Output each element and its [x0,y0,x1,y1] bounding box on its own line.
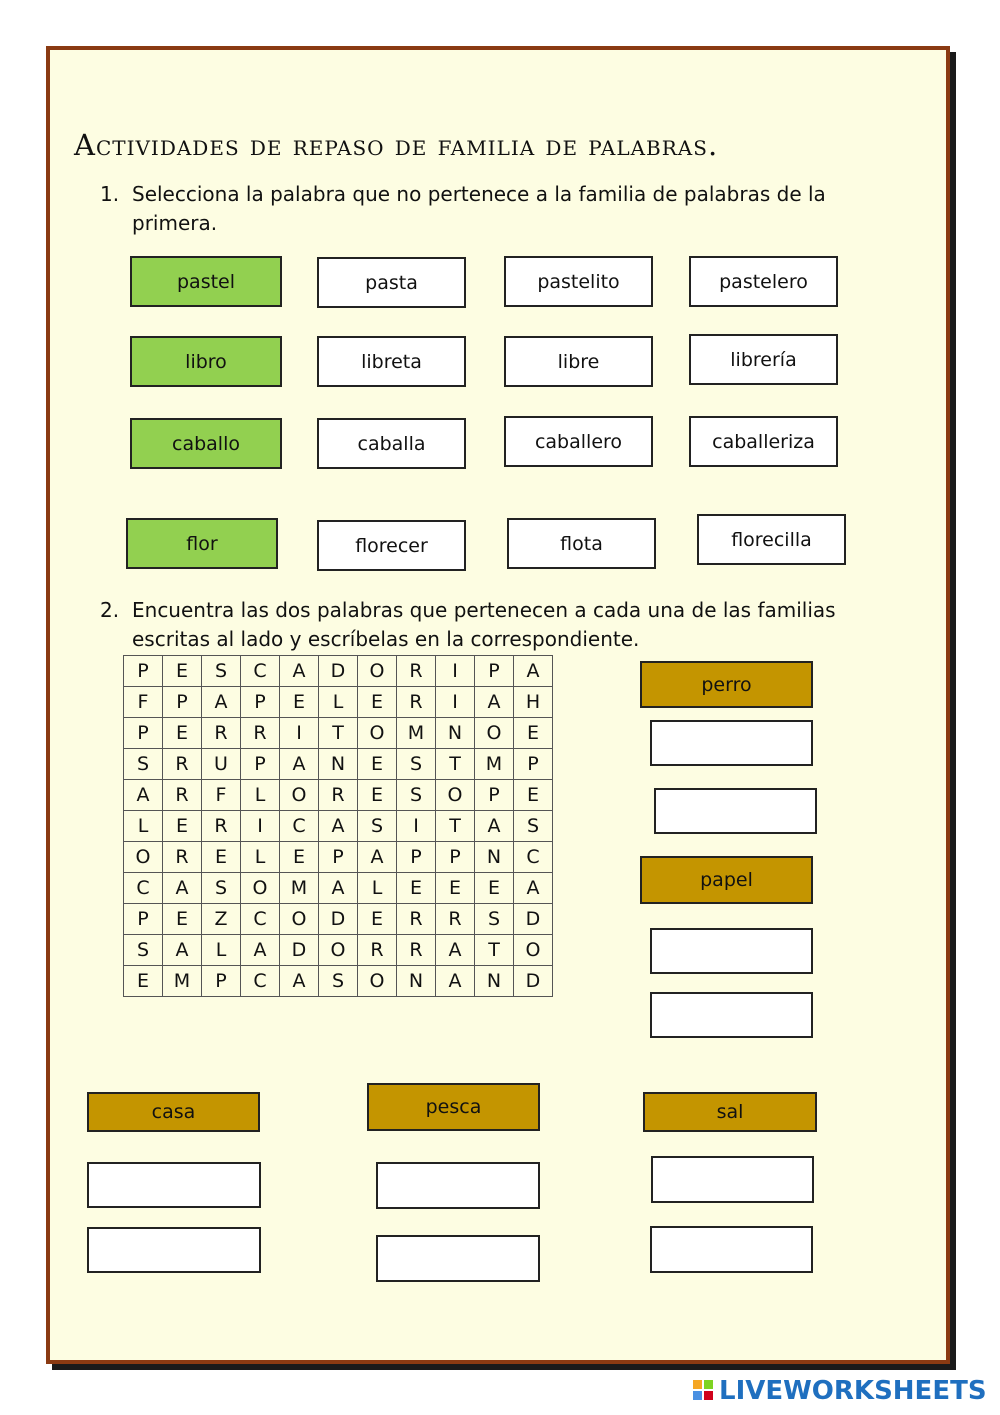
grid-row [124,718,553,749]
grid-cell: E [436,873,475,904]
grid-cell: A [319,811,358,842]
word-option[interactable]: libreta [317,336,466,387]
word-option[interactable]: florecer [317,520,466,571]
grid-cell: P [436,842,475,873]
answer-input[interactable] [87,1162,261,1208]
grid-cell: E [358,780,397,811]
grid-cell: R [319,780,358,811]
word-option[interactable]: flor [126,518,278,569]
question-text: Encuentra las dos palabras que pertenecen a cada una de las familias escritas al lado y escríbelas en la correspondiente. [132,598,836,651]
grid-cell: O [280,904,319,935]
grid-cell: A [163,873,202,904]
grid-cell: C [280,811,319,842]
grid-cell: D [280,935,319,966]
liveworksheets-logo-icon [693,1380,715,1402]
word-search-grid [123,655,553,997]
grid-cell: E [163,811,202,842]
grid-cell: S [475,904,514,935]
grid-cell: S [202,873,241,904]
grid-cell: R [397,656,436,687]
grid-cell: A [475,687,514,718]
word-option[interactable]: pastelero [689,256,838,307]
grid-cell: R [397,687,436,718]
grid-cell: A [124,780,163,811]
grid-row [124,687,553,718]
grid-cell: C [241,656,280,687]
grid-cell: M [163,966,202,997]
grid-cell: R [397,935,436,966]
grid-cell: N [436,718,475,749]
grid-cell: S [124,749,163,780]
answer-input[interactable] [650,992,813,1038]
grid-cell: M [280,873,319,904]
word-option[interactable]: librería [689,334,838,385]
grid-cell: E [475,873,514,904]
grid-row [124,935,553,966]
grid-cell: I [436,687,475,718]
word-option[interactable]: caballeriza [689,416,838,467]
grid-cell: N [475,842,514,873]
grid-cell: A [514,656,553,687]
grid-cell: D [319,656,358,687]
word-option[interactable]: caballero [504,416,653,467]
word-option[interactable]: caballa [317,418,466,469]
grid-cell: H [514,687,553,718]
family-label-pesca: pesca [367,1083,540,1131]
grid-cell: S [514,811,553,842]
answer-input[interactable] [650,720,813,766]
grid-cell: O [358,966,397,997]
grid-cell: E [280,842,319,873]
word-option[interactable]: caballo [130,418,282,469]
grid-cell: P [241,749,280,780]
grid-cell: D [514,904,553,935]
family-label-sal: sal [643,1092,817,1132]
grid-cell: S [124,935,163,966]
grid-row [124,904,553,935]
grid-cell: N [397,966,436,997]
grid-cell: P [124,718,163,749]
grid-cell: L [124,811,163,842]
grid-cell: R [163,842,202,873]
grid-cell: A [319,873,358,904]
grid-cell: O [358,656,397,687]
grid-cell: E [202,842,241,873]
grid-row [124,749,553,780]
grid-cell: O [514,935,553,966]
grid-cell: E [163,718,202,749]
grid-cell: S [358,811,397,842]
grid-cell: O [124,842,163,873]
word-option[interactable]: libro [130,336,282,387]
grid-row [124,966,553,997]
grid-cell: Z [202,904,241,935]
grid-cell: E [358,749,397,780]
grid-cell: A [280,966,319,997]
grid-cell: L [202,935,241,966]
grid-cell: R [202,718,241,749]
grid-cell: A [514,873,553,904]
grid-cell: C [124,873,163,904]
grid-cell: P [202,966,241,997]
grid-cell: A [241,935,280,966]
family-label-papel: papel [640,856,813,904]
brand-name: LIVEWORKSHEETS [719,1376,987,1406]
grid-cell: L [319,687,358,718]
grid-cell: P [124,904,163,935]
grid-cell: F [202,780,241,811]
grid-row [124,780,553,811]
grid-cell: A [280,749,319,780]
grid-cell: T [475,935,514,966]
grid-cell: R [241,718,280,749]
grid-row [124,873,553,904]
grid-cell: R [397,904,436,935]
grid-cell: S [397,749,436,780]
grid-cell: A [358,842,397,873]
grid-cell: I [436,656,475,687]
grid-cell: U [202,749,241,780]
answer-input[interactable] [650,1226,813,1273]
grid-cell: P [124,656,163,687]
grid-cell: L [241,842,280,873]
grid-cell: O [475,718,514,749]
grid-cell: M [475,749,514,780]
word-option[interactable]: libre [504,336,653,387]
answer-input[interactable] [376,1235,540,1282]
grid-cell: A [163,935,202,966]
question-number: 2. [100,598,120,622]
grid-cell: I [280,718,319,749]
grid-cell: E [514,718,553,749]
family-label-casa: casa [87,1092,260,1132]
question-1-instruction [100,180,890,238]
grid-cell: P [514,749,553,780]
grid-cell: L [241,780,280,811]
grid-cell: R [202,811,241,842]
grid-cell: N [475,966,514,997]
grid-cell: P [241,687,280,718]
grid-cell: R [436,904,475,935]
grid-cell: L [358,873,397,904]
grid-cell: O [436,780,475,811]
grid-cell: F [124,687,163,718]
word-option[interactable]: pasta [317,257,466,308]
grid-row [124,656,553,687]
grid-cell: P [319,842,358,873]
grid-cell: O [319,935,358,966]
grid-cell: P [475,780,514,811]
answer-input[interactable] [650,928,813,974]
question-number: 1. [100,182,120,206]
grid-cell: A [436,935,475,966]
grid-cell: A [436,966,475,997]
grid-cell: N [319,749,358,780]
answer-input[interactable] [87,1227,261,1273]
grid-cell: R [358,935,397,966]
grid-cell: C [514,842,553,873]
grid-cell: E [280,687,319,718]
grid-cell: O [358,718,397,749]
grid-cell: O [241,873,280,904]
family-label-perro: perro [640,661,813,708]
grid-cell: E [124,966,163,997]
grid-cell: D [319,904,358,935]
answer-input[interactable] [376,1162,540,1209]
grid-cell: T [319,718,358,749]
question-2-instruction [100,596,890,654]
grid-cell: S [397,780,436,811]
grid-cell: D [514,966,553,997]
grid-cell: M [397,718,436,749]
grid-cell: E [397,873,436,904]
grid-cell: R [163,749,202,780]
grid-cell: O [280,780,319,811]
grid-cell: I [397,811,436,842]
grid-cell: A [280,656,319,687]
word-option[interactable]: pastel [130,256,282,307]
grid-row [124,842,553,873]
answer-input[interactable] [654,788,817,834]
grid-cell: P [475,656,514,687]
grid-cell: S [319,966,358,997]
grid-cell: C [241,966,280,997]
grid-cell: E [163,656,202,687]
grid-cell: A [475,811,514,842]
word-option[interactable]: florecilla [697,514,846,565]
grid-cell: I [241,811,280,842]
grid-cell: E [358,904,397,935]
word-option[interactable]: pastelito [504,256,653,307]
grid-cell: R [163,780,202,811]
grid-cell: A [202,687,241,718]
grid-cell: P [397,842,436,873]
grid-row [124,811,553,842]
grid-cell: E [358,687,397,718]
grid-cell: E [514,780,553,811]
grid-cell: C [241,904,280,935]
page-title: Actividades de repaso de familia de palabras. [74,128,719,162]
liveworksheets-logo [693,1373,987,1409]
grid-cell: S [202,656,241,687]
grid-cell: E [163,904,202,935]
grid-cell: T [436,749,475,780]
word-option[interactable]: flota [507,518,656,569]
grid-cell: P [163,687,202,718]
grid-cell: T [436,811,475,842]
answer-input[interactable] [651,1156,814,1203]
question-text: Selecciona la palabra que no pertenece a la familia de palabras de la primera. [132,182,826,235]
